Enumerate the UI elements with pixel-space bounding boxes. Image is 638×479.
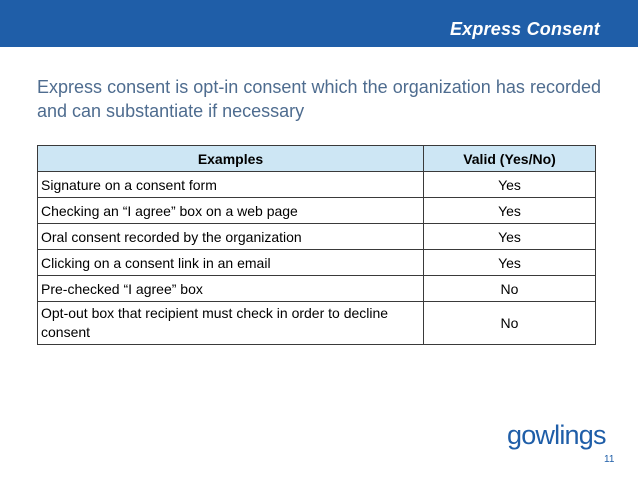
examples-header: Examples bbox=[38, 146, 424, 172]
table-header-row bbox=[38, 146, 596, 172]
table-row bbox=[38, 224, 596, 250]
gowlings-logo: gowlings bbox=[507, 420, 606, 450]
valid-cell: Yes bbox=[424, 250, 596, 276]
example-cell: Signature on a consent form bbox=[38, 172, 424, 198]
valid-cell: No bbox=[424, 302, 596, 345]
example-cell: Oral consent recorded by the organization bbox=[38, 224, 424, 250]
example-cell: Opt-out box that recipient must check in order to decline consent bbox=[38, 302, 424, 345]
valid-cell: Yes bbox=[424, 172, 596, 198]
valid-cell: Yes bbox=[424, 198, 596, 224]
example-cell: Checking an “I agree” box on a web page bbox=[38, 198, 424, 224]
slide-title: Express Consent bbox=[449, 19, 600, 39]
table-row bbox=[38, 250, 596, 276]
intro-text: Express consent is opt-in consent which the organization has recorded and can substantiate if necessary bbox=[37, 77, 601, 121]
table-row bbox=[38, 276, 596, 302]
valid-header: Valid (Yes/No) bbox=[424, 146, 596, 172]
example-cell: Pre-checked “I agree” box bbox=[38, 276, 424, 302]
page-number: 11 bbox=[604, 454, 615, 465]
consent-table bbox=[37, 145, 596, 345]
table-row bbox=[38, 172, 596, 198]
table-row bbox=[38, 198, 596, 224]
valid-cell: Yes bbox=[424, 224, 596, 250]
valid-cell: No bbox=[424, 276, 596, 302]
example-cell: Clicking on a consent link in an email bbox=[38, 250, 424, 276]
table-row bbox=[38, 302, 596, 345]
